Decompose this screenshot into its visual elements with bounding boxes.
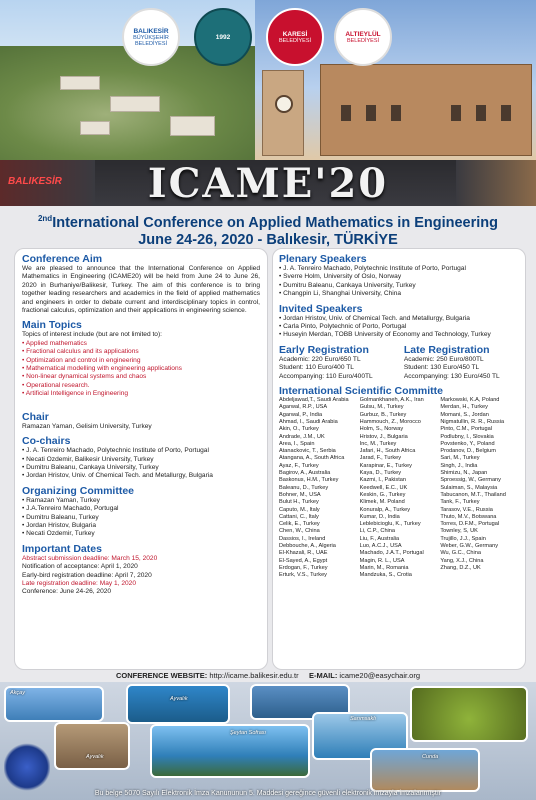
committee-member: Povstenko, Y., Poland <box>440 440 495 447</box>
committee-member: Abdeljawad,T., Saudi Arabia <box>279 397 349 404</box>
committee-member: Pinto, C.M., Portugal <box>440 426 492 433</box>
early-registration-heading: Early Registration <box>279 343 369 356</box>
list-item: • Carla Pinto, Polytechnic of Porto, Portugal <box>279 323 407 331</box>
list-item: • Fractional calculus and its applications <box>22 348 139 356</box>
plenary-speakers-heading: Plenary Speakers <box>279 253 367 265</box>
topics-heading: Main Topics <box>22 319 82 332</box>
committee-member: Hammouch, Z., Morocco <box>359 418 421 425</box>
committee-member: Akin, O., Turkey <box>279 426 319 433</box>
committee-member: Townley, S, UK <box>440 528 478 535</box>
list-item: • Non-linear dynamical systems and chaos <box>22 373 147 381</box>
committee-member: El-Sayed, A., Egypt <box>279 557 328 564</box>
photo-cunda <box>370 748 480 792</box>
list-item: • Jordan Hristov, Bulgaria <box>22 521 97 529</box>
committee-column <box>279 397 358 579</box>
committee-member: Podlubny, I., Slovakia <box>440 433 494 440</box>
topics-list <box>22 340 260 399</box>
committee-member: Ahmad, I., Saudi Arabia <box>279 418 338 425</box>
committee-member: Keskin, G., Turkey <box>359 491 406 498</box>
committee-member: El-Khazali, R., UAE <box>279 550 328 557</box>
committee-member: Bulut H., Turkey <box>279 499 319 506</box>
photo-label: Sarımsaklı <box>350 716 376 722</box>
fee-item: Academic: 250 Euro/800TL <box>403 355 484 363</box>
committee-member: Singh, J., India <box>440 462 478 469</box>
committee-member: Agarwal, R.P., USA <box>279 404 328 411</box>
committee-member: Ayaz, F., Turkey <box>279 462 319 469</box>
photo-olives <box>410 686 528 742</box>
photo-akcay <box>4 686 104 722</box>
photo-label: Ayvalık <box>170 696 188 702</box>
conference-full-name: International Conference on Applied Mathematics in Engineering <box>52 214 499 231</box>
fee-item: Student: 110 Euro/400 TL <box>279 364 354 372</box>
list-item: • Necati Ozdemir, Turkey <box>22 530 95 538</box>
committee-member: Konuralp, A., Turkey <box>359 506 411 513</box>
committee-member: Tank, F., Turkey <box>440 499 480 506</box>
balikesir-municipality-logo <box>122 8 180 66</box>
list-item: • Dumitru Baleanu, Cankaya University, Turkey <box>22 463 159 471</box>
organizing-committee-heading: Organizing Committee <box>22 484 135 497</box>
committee-member: Zhang, D.Z., UK <box>440 564 481 571</box>
seal-year: 1992 <box>215 33 231 41</box>
list-item: • Jordan Hristov, Univ. of Chemical Tech. and Metallurgy, Bulgaria <box>279 314 470 322</box>
conference-heading <box>0 210 536 249</box>
date-item: Conference: June 24-26, 2020 <box>22 588 112 596</box>
committee-member: Sulaiman, S., Malaysia <box>440 484 498 491</box>
cochairs-heading: Co-chairs <box>22 435 71 448</box>
website-link[interactable]: http://icame.balikesir.edu.tr <box>209 671 299 680</box>
clock-tower <box>262 70 304 156</box>
list-item: • Mathematical modelling with engineering applications <box>22 365 182 373</box>
balikesir-university-seal <box>194 8 252 66</box>
date-item: Late registration deadline: May 1, 2020 <box>22 579 136 587</box>
website-label: CONFERENCE WEBSITE: <box>116 671 208 680</box>
scientific-committee-table <box>279 397 519 579</box>
committee-member: Torres, D.F.M., Portugal <box>440 521 500 528</box>
fee-item: Accompanying: 130 Euro/450 TL <box>403 372 500 380</box>
list-item: • Artificial Intelligence in Engineering <box>22 390 129 398</box>
photo-collage <box>0 682 536 800</box>
committee-member: Machado, J.A.T., Portugal <box>359 550 424 557</box>
sponsor-logos <box>0 8 536 68</box>
photo-ayvalik-town <box>54 722 130 770</box>
committee-member: Kazmi, I., Pakistan <box>359 477 406 484</box>
committee-member: Shimizu, N., Japan <box>440 470 488 477</box>
email-label: E-MAIL: <box>309 671 338 680</box>
logo-text: KARESİ <box>282 30 308 38</box>
list-item: • Necati Ozdemir, Balikesir University, Turkey <box>22 455 154 463</box>
committee-member: Caputo, M., Italy <box>279 506 320 513</box>
committee-member: Liu, F., Australia <box>359 535 400 542</box>
committee-member: Keedwell, E.C., UK <box>359 484 408 491</box>
right-info-panel <box>272 248 526 670</box>
committee-member: Cattani, C., Italy <box>279 513 319 520</box>
committee-member: Chen, W., China <box>279 528 320 535</box>
date-item: Abstract submission deadline: March 15, 2020 <box>22 554 158 562</box>
altieylul-municipality-logo <box>334 8 392 66</box>
plenary-speakers-list <box>279 265 519 299</box>
committee-member: Tabucanon, M.T., Thailand <box>440 491 506 498</box>
list-item: • Huseyin Merdan, TOBB University of Economy and Technology, Turkey <box>279 331 491 339</box>
committee-member: Atanackovic, T., Serbia <box>279 448 336 455</box>
list-item: • Ramazan Yaman, Turkey <box>22 496 100 504</box>
flower-decoration <box>4 742 50 792</box>
committee-member: Inc, M., Turkey <box>359 440 397 447</box>
committee-member: Tarasov, V.E., Russia <box>440 506 493 513</box>
committee-member: Andrade, J.M., UK <box>279 433 325 440</box>
logo-subtext: BELEDİYESİ <box>278 37 312 44</box>
committee-member: Bohner, M., USA <box>279 491 321 498</box>
committee-member: Holm, S., Norway <box>359 426 404 433</box>
committee-member: Celik, E., Turkey <box>279 521 320 528</box>
committee-member: Bagirov, A., Australia <box>279 470 331 477</box>
registration-fees <box>279 344 519 381</box>
city-sign-text: BALIKESİR <box>8 176 62 187</box>
photo-seytan-sofrasi <box>150 724 310 778</box>
header-banner <box>0 0 536 160</box>
list-item: • Changpin Li, Shanghai University, China <box>279 290 402 298</box>
committee-member: Area, I., Spain <box>279 440 315 447</box>
photo-ayvalik-bay <box>126 684 230 724</box>
important-dates-heading: Important Dates <box>22 542 102 555</box>
photo-label: Ayvalık <box>86 754 104 760</box>
committee-member: Merdan, H., Turkey <box>440 404 488 411</box>
committee-member: Sari, M., Turkey <box>440 455 480 462</box>
committee-member: Luo, A.C.J., USA <box>359 543 402 549</box>
fee-item: Academic: 220 Euro/650 TL <box>279 355 361 363</box>
committee-member: Gurbuz, B., Turkey <box>359 411 407 418</box>
committee-member: Thuto, M.V., Botswana <box>440 513 497 520</box>
logo-text: BALIKESİR <box>133 27 169 35</box>
organizing-committee-list <box>22 497 260 539</box>
late-registration <box>404 344 519 381</box>
committee-member: Nigmatullin, R. R., Russia <box>440 418 505 425</box>
committee-member: Yang, X.J., China <box>440 557 484 564</box>
photo-label: Cunda <box>422 754 439 760</box>
committee-member: Li, C.P., China <box>359 528 396 535</box>
aim-heading: Conference Aim <box>22 253 103 265</box>
list-item: • J. A. Tenreiro Machado, Polytechnic Institute of Porto, Portugal <box>279 265 466 272</box>
committee-member: Erturk, V.S., Turkey <box>279 572 327 579</box>
list-item: • Sverre Holm, University of Oslo, Norway <box>279 273 402 281</box>
committee-member: Marin, M., Romania <box>359 564 409 571</box>
photo-label: Şeytan Sofrası <box>230 730 267 736</box>
conference-acronym: ICAME'20 <box>147 159 389 207</box>
committee-member: Wu, G.C., China <box>440 550 481 557</box>
city-sign-photo <box>0 160 95 206</box>
committee-member: Atangana, A., South Africa <box>279 455 345 462</box>
topics-intro: Topics of interest include (but are not limited to): <box>22 331 163 339</box>
committee-member: Kaya, D., Turkey <box>359 470 402 477</box>
list-item: • Dumitru Baleanu, Cankaya University, Turkey <box>279 281 416 289</box>
committee-member: Kumar, D., India <box>359 513 400 520</box>
street-photo <box>456 160 536 206</box>
committee-column <box>440 397 519 579</box>
committee-member: Baskonus, H.M., Turkey <box>279 477 339 484</box>
committee-member: Baleanu, D., Turkey <box>279 484 329 491</box>
list-item: • Applied mathematics <box>22 339 87 347</box>
early-registration <box>279 344 394 381</box>
committee-member: Magin, R. L., USA <box>359 557 405 564</box>
committee-member: Hristov, J., Bulgaria <box>359 433 408 440</box>
karesi-municipality-logo <box>266 8 324 66</box>
logo-subtext-2: BELEDİYESİ <box>134 40 168 47</box>
committee-member: Jafari, H., South Africa <box>359 448 416 455</box>
committee-member: Klimek, M. Poland <box>359 499 405 506</box>
committee-member: Erdogan, F., Turkey <box>279 564 328 571</box>
logo-text: ALTIEYLÜL <box>345 30 381 38</box>
logo-subtext: BELEDİYESİ <box>346 37 380 44</box>
logo-subtext: BÜYÜKŞEHİR <box>133 34 169 41</box>
email-link[interactable]: icame20@easychair.org <box>339 671 420 680</box>
date-item: Notification of acceptance: April 1, 2020 <box>22 563 138 571</box>
fee-item: Accompanying: 110 Euro/400TL <box>279 372 373 380</box>
chair-name: Ramazan Yaman, Gelisim University, Turkey <box>22 422 152 430</box>
scientific-committee-heading: International Scientific Committe <box>279 385 443 398</box>
invited-speakers-list <box>279 315 519 340</box>
committee-member: Prodanov, D., Belgium <box>440 448 496 455</box>
date-item: Early-bird registration deadline: April 7, 2020 <box>22 571 152 579</box>
ordinal: 2nd <box>37 214 53 223</box>
list-item: • Jordan Hristov, Univ. of Chemical Tech. and Metallurgy, Bulgaria <box>22 472 213 480</box>
list-item: • J.A.Tenreiro Machado, Portugal <box>22 505 119 513</box>
committee-member: Dassios, I., Ireland <box>279 535 326 542</box>
committee-member: Leblebicioglu, K., Turkey <box>359 521 421 528</box>
list-item: • Optimization and control in engineering <box>22 356 141 364</box>
left-info-panel <box>14 248 268 670</box>
committee-member: Momani, S., Jordan <box>440 411 489 418</box>
conference-title-bar <box>0 160 536 206</box>
list-item: • J. A. Tenreiro Machado, Polytechnic Institute of Porto, Portugal <box>22 447 209 455</box>
committee-member: Golmankhaneh, A.K., Iran <box>359 397 424 404</box>
committee-member: Debbouche, A., Algeria <box>279 543 336 549</box>
late-registration-heading: Late Registration <box>403 343 490 356</box>
committee-member: Markowski, K.A, Poland <box>440 397 500 404</box>
aim-text: We are pleased to announce that the International Conference on Applied Mathematics in Engineering (ICAME20) will be held from June 24 to June 26, 2020 in Burhaniye/Balikesir, Turkey. The aim of this conference is to bring together leading researchers and academics in the field of applied mathematics and engineers in order to debate current and interdisciplinary topics in control, fractional calculus, optimization and their applications in engineering science. <box>22 265 260 315</box>
conference-date-location: June 24-26, 2020 - Balıkesir, TÜRKİYE <box>138 231 398 248</box>
committee-column <box>360 397 439 579</box>
e-signature-footer: Bu belge 5070 Sayılı Elektronik İmza Kanununun 5. Maddesi gereğince güvenli elektronik imzayla imzalanmıştır <box>94 790 442 797</box>
station-building <box>320 64 532 156</box>
committee-member: Jarad, F., Turkey <box>359 455 402 462</box>
committee-member: Agarwal, P., India <box>279 411 323 418</box>
committee-member: Sproessig, W., Germany <box>440 477 501 484</box>
fee-item: Student: 130 Euro/450 TL <box>403 364 480 372</box>
committee-member: Trujillo, J.J., Spain <box>440 535 486 542</box>
committee-member: Mandzuka, S., Crotia <box>359 572 412 579</box>
photo-label: Akçay <box>10 690 25 696</box>
committee-member: Karapinar, E., Turkey <box>359 462 412 469</box>
list-item: • Operational research. <box>22 381 90 389</box>
committee-member: Gulsu, M., Turkey <box>359 404 404 411</box>
committee-member: Weber, G.W., Germany <box>440 543 499 549</box>
invited-speakers-heading: Invited Speakers <box>279 302 363 315</box>
chair-heading: Chair <box>22 410 49 423</box>
cochairs-list <box>22 447 260 481</box>
important-dates-list <box>22 555 260 597</box>
list-item: • Dumitru Baleanu, Turkey <box>22 513 99 521</box>
contact-line <box>0 670 536 682</box>
